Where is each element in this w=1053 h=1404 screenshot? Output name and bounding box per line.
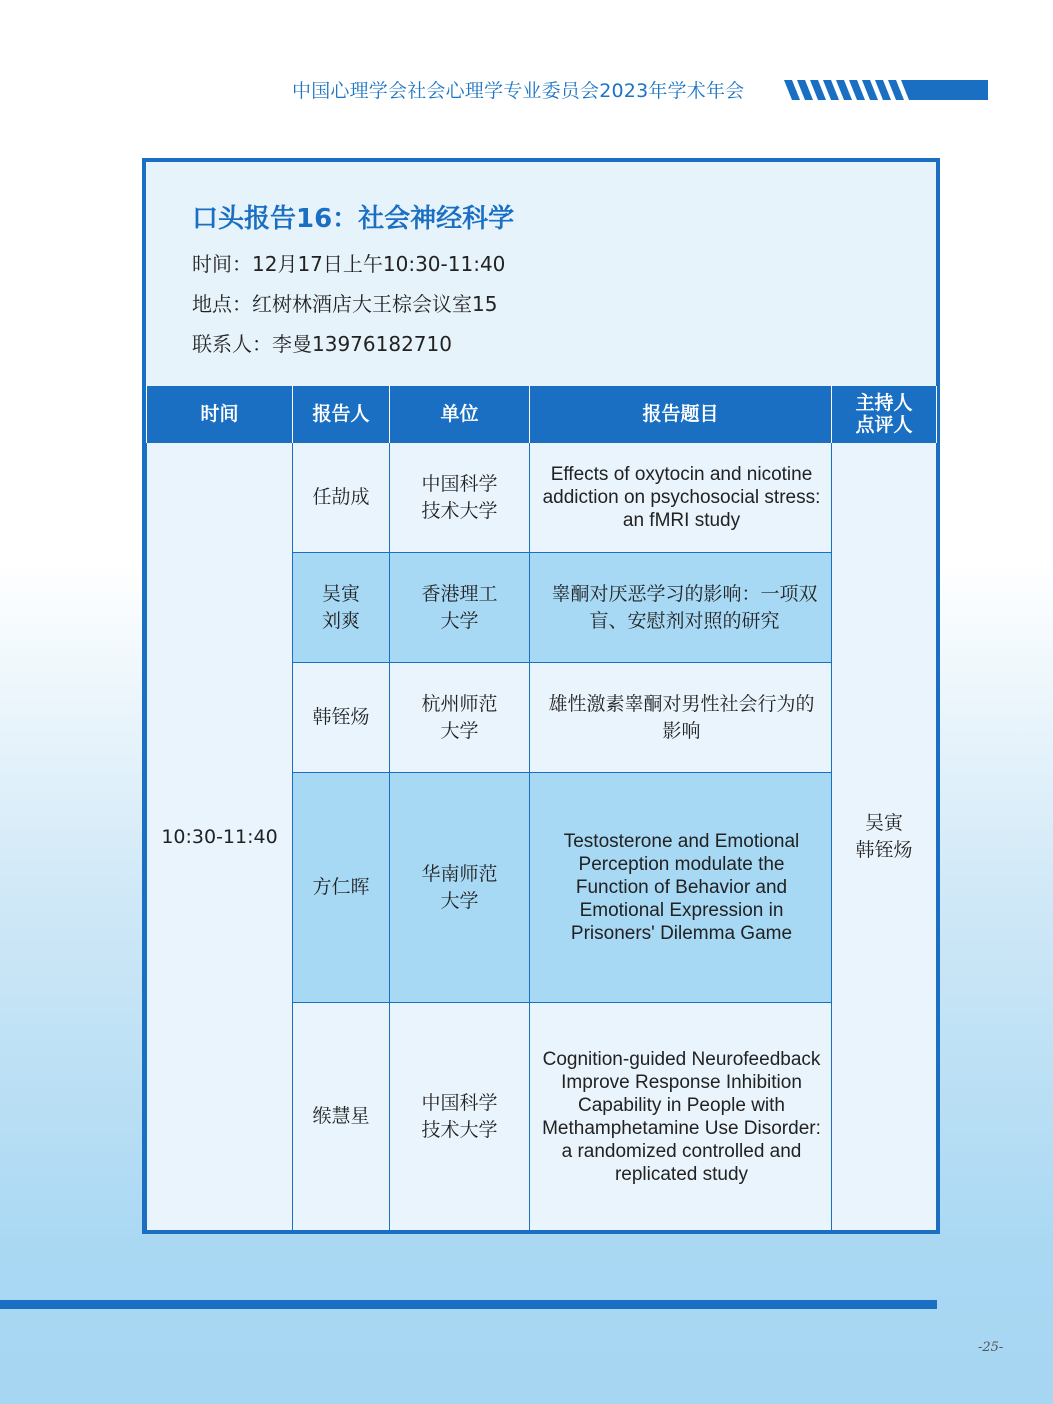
topic-cell: Cognition-guided Neurofeedback Improve Response Inhibition Capability in People with Methamphetamine Use Disorder: a randomized controlled and replicated study [530,1003,832,1231]
header-topic: 报告题目 [530,386,832,443]
time-cell: 10:30-11:40 [147,443,293,1231]
session-title: 口头报告16：社会神经科学 [192,204,515,234]
topic-cell: Effects of oxytocin and nicotine addiction on psychosocial stress: an fMRI study [530,443,832,553]
session-box [142,158,940,1234]
speaker-cell [293,1003,390,1231]
host-name-2: 韩铚炀 [855,838,913,861]
topic-cell: Testosterone and Emotional Perception modulate the Function of Behavior and Emotional Expression in Prisoners' Dilemma Game [530,773,832,1003]
affiliation-cell [390,1003,530,1231]
affiliation-line2: 技术大学 [421,1118,498,1141]
table-header-row [147,386,937,443]
speaker-name: 缑慧星 [312,1105,370,1127]
schedule-table [146,386,937,1231]
affiliation-line1: 杭州师范 [421,692,498,715]
host-name-1: 吴寅 [864,811,903,834]
session-contact: 联系人：李曼13976182710 [192,332,452,356]
affiliation-cell [390,553,530,663]
speaker-name-2: 刘爽 [321,609,360,632]
speaker-cell [293,663,390,773]
footer-bar [0,1300,937,1309]
header-host [832,386,937,443]
header-host-line2: 点评人 [855,414,913,436]
table-row [147,443,937,553]
affiliation-line2: 大学 [440,609,479,632]
header-time: 时间 [147,386,293,443]
speaker-name: 吴寅 [321,582,360,605]
host-cell [832,443,937,1231]
speaker-cell [293,553,390,663]
affiliation-line1: 香港理工 [421,582,498,605]
header-stripes-decoration [784,80,988,100]
header-host-line1: 主持人 [855,392,913,414]
header-speaker: 报告人 [293,386,390,443]
affiliation-cell [390,663,530,773]
session-time: 时间：12月17日上午10:30-11:40 [192,252,506,276]
affiliation-line1: 中国科学 [421,1091,498,1114]
affiliation-line2: 大学 [440,889,479,912]
speaker-name: 任劼成 [312,486,370,508]
speaker-name: 方仁晖 [312,876,370,898]
topic-cell: 睾酮对厌恶学习的影响：一项双盲、安慰剂对照的研究 [530,553,832,663]
speaker-name: 韩铚炀 [312,706,370,728]
speaker-cell [293,443,390,553]
session-info-panel [146,162,936,386]
affiliation-line1: 中国科学 [421,472,498,495]
affiliation-cell [390,443,530,553]
page-number: -25- [978,1340,1004,1355]
running-header-title: 中国心理学会社会心理学专业委员会2023年学术年会 [292,80,745,102]
session-location: 地点：红树林酒店大王棕会议室15 [192,292,498,316]
affiliation-line2: 技术大学 [421,499,498,522]
affiliation-cell [390,773,530,1003]
affiliation-line1: 华南师范 [421,862,498,885]
topic-cell: 雄性激素睾酮对男性社会行为的影响 [530,663,832,773]
affiliation-line2: 大学 [440,719,479,742]
header-affiliation: 单位 [390,386,530,443]
speaker-cell [293,773,390,1003]
